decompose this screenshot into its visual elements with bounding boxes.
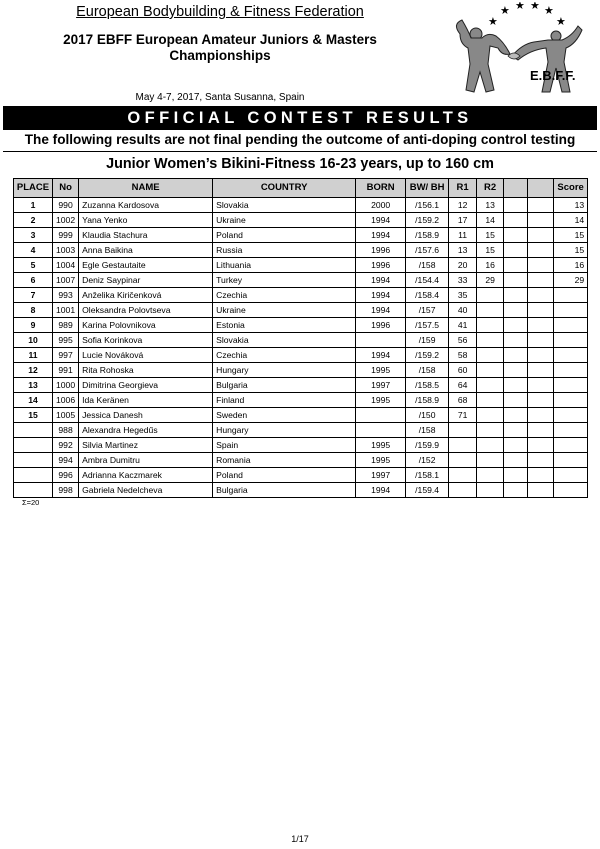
cell-name: Adrianna Kaczmarek bbox=[79, 468, 213, 483]
cell-country: Poland bbox=[213, 228, 356, 243]
cell-score bbox=[554, 333, 588, 348]
cell-extra2 bbox=[528, 483, 554, 498]
championship-title-line2: Championships bbox=[169, 48, 271, 63]
cell-r1: 11 bbox=[449, 228, 477, 243]
cell-bwbh: /159 bbox=[406, 333, 449, 348]
cell-extra1 bbox=[504, 273, 528, 288]
cell-score bbox=[554, 393, 588, 408]
cell-country: Ukraine bbox=[213, 213, 356, 228]
table-row bbox=[14, 363, 588, 378]
cell-no: 1000 bbox=[53, 378, 79, 393]
cell-extra2 bbox=[528, 213, 554, 228]
championship-title-line1: 2017 EBFF European Amateur Juniors & Masters bbox=[63, 32, 377, 47]
col-born: BORN bbox=[356, 179, 406, 198]
cell-no: 995 bbox=[53, 333, 79, 348]
cell-r2 bbox=[477, 468, 504, 483]
cell-bwbh: /158.9 bbox=[406, 228, 449, 243]
svg-text:★: ★ bbox=[544, 4, 554, 17]
cell-bwbh: /158 bbox=[406, 363, 449, 378]
col-no: No bbox=[53, 179, 79, 198]
cell-r1: 71 bbox=[449, 408, 477, 423]
table-row bbox=[14, 258, 588, 273]
cell-name: Dimitrina Georgieva bbox=[79, 378, 213, 393]
cell-bwbh: /158.1 bbox=[406, 468, 449, 483]
logo-text: E.B.F.F. bbox=[530, 68, 576, 83]
cell-name: Klaudia Stachura bbox=[79, 228, 213, 243]
cell-extra2 bbox=[528, 303, 554, 318]
cell-bwbh: /157 bbox=[406, 303, 449, 318]
cell-bwbh: /152 bbox=[406, 453, 449, 468]
table-row bbox=[14, 378, 588, 393]
cell-place bbox=[14, 438, 53, 453]
cell-place: 14 bbox=[14, 393, 53, 408]
cell-extra2 bbox=[528, 378, 554, 393]
cell-no: 996 bbox=[53, 468, 79, 483]
cell-bwbh: /157.6 bbox=[406, 243, 449, 258]
cell-extra1 bbox=[504, 198, 528, 213]
cell-name: Jessica Danesh bbox=[79, 408, 213, 423]
cell-extra2 bbox=[528, 318, 554, 333]
cell-name: Rita Rohoska bbox=[79, 363, 213, 378]
cell-country: Russia bbox=[213, 243, 356, 258]
cell-extra1 bbox=[504, 378, 528, 393]
svg-text:★: ★ bbox=[500, 4, 510, 17]
cell-r2 bbox=[477, 318, 504, 333]
cell-place: 10 bbox=[14, 333, 53, 348]
table-row bbox=[14, 273, 588, 288]
cell-country: Slovakia bbox=[213, 333, 356, 348]
cell-bwbh: /150 bbox=[406, 408, 449, 423]
cell-country: Sweden bbox=[213, 408, 356, 423]
cell-extra1 bbox=[504, 423, 528, 438]
cell-r2 bbox=[477, 363, 504, 378]
cell-country: Hungary bbox=[213, 363, 356, 378]
col-score: Score bbox=[554, 179, 588, 198]
cell-no: 1007 bbox=[53, 273, 79, 288]
cell-country: Ukraine bbox=[213, 303, 356, 318]
cell-extra1 bbox=[504, 468, 528, 483]
cell-place: 9 bbox=[14, 318, 53, 333]
cell-no: 999 bbox=[53, 228, 79, 243]
cell-country: Lithuania bbox=[213, 258, 356, 273]
cell-r2: 15 bbox=[477, 228, 504, 243]
table-row bbox=[14, 318, 588, 333]
cell-place: 6 bbox=[14, 273, 53, 288]
table-row bbox=[14, 243, 588, 258]
cell-extra2 bbox=[528, 258, 554, 273]
cell-r2 bbox=[477, 378, 504, 393]
col-r1: R1 bbox=[449, 179, 477, 198]
cell-name: Alexandra Hegedűs bbox=[79, 423, 213, 438]
cell-score bbox=[554, 468, 588, 483]
cell-born: 1995 bbox=[356, 438, 406, 453]
cell-r2: 13 bbox=[477, 198, 504, 213]
cell-name: Gabriela Nedelcheva bbox=[79, 483, 213, 498]
male-figure-icon bbox=[456, 20, 510, 92]
cell-r1 bbox=[449, 423, 477, 438]
cell-r1: 12 bbox=[449, 198, 477, 213]
cell-r2 bbox=[477, 303, 504, 318]
cell-extra1 bbox=[504, 483, 528, 498]
cell-extra2 bbox=[528, 288, 554, 303]
table-header-row bbox=[14, 179, 588, 198]
cell-no: 989 bbox=[53, 318, 79, 333]
stars-arc bbox=[488, 2, 566, 28]
cell-r1: 40 bbox=[449, 303, 477, 318]
cell-place: 2 bbox=[14, 213, 53, 228]
cell-born: 1996 bbox=[356, 243, 406, 258]
cell-extra1 bbox=[504, 393, 528, 408]
table-row bbox=[14, 453, 588, 468]
cell-name: Lucie Nováková bbox=[79, 348, 213, 363]
cell-name: Ambra Dumitru bbox=[79, 453, 213, 468]
page-number: 1/17 bbox=[291, 834, 309, 844]
cell-country: Romania bbox=[213, 453, 356, 468]
cell-bwbh: /158 bbox=[406, 423, 449, 438]
cell-bwbh: /159.9 bbox=[406, 438, 449, 453]
cell-no: 991 bbox=[53, 363, 79, 378]
cell-extra1 bbox=[504, 258, 528, 273]
cell-score bbox=[554, 483, 588, 498]
cell-bwbh: /158.4 bbox=[406, 288, 449, 303]
cell-name: Oleksandra Polovtseva bbox=[79, 303, 213, 318]
cell-no: 1001 bbox=[53, 303, 79, 318]
official-results-banner: OFFICIAL CONTEST RESULTS bbox=[3, 106, 597, 130]
cell-extra2 bbox=[528, 198, 554, 213]
cell-r2 bbox=[477, 408, 504, 423]
cell-name: Yana Yenko bbox=[79, 213, 213, 228]
cell-born: 1994 bbox=[356, 483, 406, 498]
cell-bwbh: /154.4 bbox=[406, 273, 449, 288]
col-extra2 bbox=[528, 179, 554, 198]
cell-extra2 bbox=[528, 468, 554, 483]
cell-country: Turkey bbox=[213, 273, 356, 288]
table-row bbox=[14, 333, 588, 348]
cell-r2: 29 bbox=[477, 273, 504, 288]
cell-country: Bulgaria bbox=[213, 378, 356, 393]
cell-extra2 bbox=[528, 363, 554, 378]
cell-r2 bbox=[477, 423, 504, 438]
cell-extra2 bbox=[528, 348, 554, 363]
cell-extra2 bbox=[528, 423, 554, 438]
cell-extra1 bbox=[504, 228, 528, 243]
cell-place: 12 bbox=[14, 363, 53, 378]
cell-extra1 bbox=[504, 318, 528, 333]
cell-extra1 bbox=[504, 438, 528, 453]
cell-bwbh: /158 bbox=[406, 258, 449, 273]
cell-born: 1994 bbox=[356, 303, 406, 318]
cell-no: 990 bbox=[53, 198, 79, 213]
cell-r1: 56 bbox=[449, 333, 477, 348]
cell-r1: 41 bbox=[449, 318, 477, 333]
cell-no: 1003 bbox=[53, 243, 79, 258]
ebff-logo bbox=[438, 2, 588, 100]
cell-no: 988 bbox=[53, 423, 79, 438]
cell-score bbox=[554, 318, 588, 333]
cell-score: 14 bbox=[554, 213, 588, 228]
table-row bbox=[14, 483, 588, 498]
cell-r1: 33 bbox=[449, 273, 477, 288]
cell-r2 bbox=[477, 438, 504, 453]
table-row bbox=[14, 468, 588, 483]
cell-no: 1002 bbox=[53, 213, 79, 228]
cell-r2 bbox=[477, 348, 504, 363]
cell-bwbh: /157.5 bbox=[406, 318, 449, 333]
col-name: NAME bbox=[79, 179, 213, 198]
cell-country: Bulgaria bbox=[213, 483, 356, 498]
cell-name: Ida Keränen bbox=[79, 393, 213, 408]
col-extra1 bbox=[504, 179, 528, 198]
cell-country: Czechia bbox=[213, 348, 356, 363]
cell-place: 7 bbox=[14, 288, 53, 303]
cell-place: 1 bbox=[14, 198, 53, 213]
cell-country: Czechia bbox=[213, 288, 356, 303]
cell-bwbh: /158.5 bbox=[406, 378, 449, 393]
cell-born: 1994 bbox=[356, 348, 406, 363]
cell-name: Karina Polovnikova bbox=[79, 318, 213, 333]
divider bbox=[3, 151, 597, 152]
cell-r2: 14 bbox=[477, 213, 504, 228]
cell-extra2 bbox=[528, 453, 554, 468]
svg-text:★: ★ bbox=[556, 15, 566, 28]
cell-born: 1995 bbox=[356, 363, 406, 378]
competitor-count: Σ=20 bbox=[22, 498, 40, 507]
svg-text:★: ★ bbox=[530, 2, 540, 12]
cell-bwbh: /159.2 bbox=[406, 213, 449, 228]
table-row bbox=[14, 198, 588, 213]
cell-score: 15 bbox=[554, 228, 588, 243]
cell-born: 1994 bbox=[356, 213, 406, 228]
cell-no: 1004 bbox=[53, 258, 79, 273]
cell-no: 993 bbox=[53, 288, 79, 303]
cell-score bbox=[554, 303, 588, 318]
col-country: COUNTRY bbox=[213, 179, 356, 198]
cell-r1 bbox=[449, 438, 477, 453]
cell-born: 1996 bbox=[356, 318, 406, 333]
cell-born: 1995 bbox=[356, 393, 406, 408]
cell-place bbox=[14, 423, 53, 438]
cell-extra1 bbox=[504, 243, 528, 258]
cell-extra1 bbox=[504, 333, 528, 348]
cell-extra1 bbox=[504, 213, 528, 228]
cell-extra2 bbox=[528, 393, 554, 408]
cell-born: 1994 bbox=[356, 228, 406, 243]
cell-extra1 bbox=[504, 363, 528, 378]
cell-score bbox=[554, 423, 588, 438]
col-place: PLACE bbox=[14, 179, 53, 198]
cell-country: Hungary bbox=[213, 423, 356, 438]
cell-extra1 bbox=[504, 288, 528, 303]
cell-r1 bbox=[449, 483, 477, 498]
cell-score: 15 bbox=[554, 243, 588, 258]
table-row bbox=[14, 438, 588, 453]
table-row bbox=[14, 348, 588, 363]
cell-country: Estonia bbox=[213, 318, 356, 333]
cell-no: 994 bbox=[53, 453, 79, 468]
cell-place: 15 bbox=[14, 408, 53, 423]
cell-place bbox=[14, 468, 53, 483]
cell-born bbox=[356, 333, 406, 348]
cell-born: 1994 bbox=[356, 288, 406, 303]
cell-r1: 35 bbox=[449, 288, 477, 303]
cell-r2: 16 bbox=[477, 258, 504, 273]
cell-country: Finland bbox=[213, 393, 356, 408]
cell-score: 29 bbox=[554, 273, 588, 288]
cell-score bbox=[554, 378, 588, 393]
cell-name: Egle Gestautaite bbox=[79, 258, 213, 273]
cell-born: 1997 bbox=[356, 468, 406, 483]
cell-place bbox=[14, 483, 53, 498]
cell-place: 13 bbox=[14, 378, 53, 393]
championship-title bbox=[0, 32, 440, 64]
cell-place: 3 bbox=[14, 228, 53, 243]
svg-text:★: ★ bbox=[488, 15, 498, 28]
cell-r1: 17 bbox=[449, 213, 477, 228]
cell-born bbox=[356, 423, 406, 438]
cell-bwbh: /158.9 bbox=[406, 393, 449, 408]
cell-r1: 60 bbox=[449, 363, 477, 378]
cell-country: Poland bbox=[213, 468, 356, 483]
federation-name: European Bodybuilding & Fitness Federation bbox=[76, 4, 364, 20]
cell-extra2 bbox=[528, 408, 554, 423]
cell-score: 13 bbox=[554, 198, 588, 213]
table-row bbox=[14, 393, 588, 408]
cell-score bbox=[554, 288, 588, 303]
cell-place bbox=[14, 453, 53, 468]
cell-bwbh: /159.4 bbox=[406, 483, 449, 498]
table-row bbox=[14, 213, 588, 228]
cell-extra1 bbox=[504, 303, 528, 318]
cell-name: Sofia Korinkova bbox=[79, 333, 213, 348]
cell-extra2 bbox=[528, 273, 554, 288]
cell-born: 2000 bbox=[356, 198, 406, 213]
cell-no: 997 bbox=[53, 348, 79, 363]
cell-name: Anna Baikina bbox=[79, 243, 213, 258]
cell-name: Anželika Kiričenková bbox=[79, 288, 213, 303]
table-row bbox=[14, 408, 588, 423]
cell-place: 8 bbox=[14, 303, 53, 318]
cell-no: 1005 bbox=[53, 408, 79, 423]
date-location: May 4-7, 2017, Santa Susanna, Spain bbox=[135, 92, 305, 103]
cell-score bbox=[554, 438, 588, 453]
cell-no: 992 bbox=[53, 438, 79, 453]
cell-place: 5 bbox=[14, 258, 53, 273]
cell-name: Silvia Martinez bbox=[79, 438, 213, 453]
cell-score bbox=[554, 453, 588, 468]
cell-r2 bbox=[477, 453, 504, 468]
doping-notice: The following results are not final pending the outcome of anti-doping control testing bbox=[24, 132, 576, 147]
cell-r1 bbox=[449, 468, 477, 483]
table-row bbox=[14, 228, 588, 243]
cell-place: 4 bbox=[14, 243, 53, 258]
cell-r1 bbox=[449, 453, 477, 468]
cell-r2 bbox=[477, 393, 504, 408]
table-row bbox=[14, 423, 588, 438]
cell-r1: 20 bbox=[449, 258, 477, 273]
cell-extra1 bbox=[504, 453, 528, 468]
cell-extra2 bbox=[528, 333, 554, 348]
cell-country: Spain bbox=[213, 438, 356, 453]
svg-text:★: ★ bbox=[515, 2, 525, 12]
cell-born: 1994 bbox=[356, 273, 406, 288]
cell-score: 16 bbox=[554, 258, 588, 273]
cell-score bbox=[554, 363, 588, 378]
col-bwbh: BW/ BH bbox=[406, 179, 449, 198]
cell-country: Slovakia bbox=[213, 198, 356, 213]
cell-r1: 58 bbox=[449, 348, 477, 363]
cell-extra1 bbox=[504, 348, 528, 363]
category-title: Junior Women’s Bikini-Fitness 16-23 years, up to 160 cm bbox=[106, 156, 494, 172]
cell-extra1 bbox=[504, 408, 528, 423]
cell-r2: 15 bbox=[477, 243, 504, 258]
cell-bwbh: /156.1 bbox=[406, 198, 449, 213]
cell-extra2 bbox=[528, 228, 554, 243]
cell-r2 bbox=[477, 288, 504, 303]
cell-r1: 64 bbox=[449, 378, 477, 393]
cell-bwbh: /159.2 bbox=[406, 348, 449, 363]
cell-extra2 bbox=[528, 438, 554, 453]
cell-no: 998 bbox=[53, 483, 79, 498]
cell-r2 bbox=[477, 483, 504, 498]
cell-place: 11 bbox=[14, 348, 53, 363]
cell-born: 1995 bbox=[356, 453, 406, 468]
table-row bbox=[14, 288, 588, 303]
cell-name: Deniz Saypinar bbox=[79, 273, 213, 288]
cell-born bbox=[356, 408, 406, 423]
cell-score bbox=[554, 408, 588, 423]
cell-score bbox=[554, 348, 588, 363]
cell-r1: 13 bbox=[449, 243, 477, 258]
cell-r2 bbox=[477, 333, 504, 348]
cell-no: 1006 bbox=[53, 393, 79, 408]
cell-born: 1997 bbox=[356, 378, 406, 393]
cell-r1: 68 bbox=[449, 393, 477, 408]
cell-extra2 bbox=[528, 243, 554, 258]
table-row bbox=[14, 303, 588, 318]
results-table bbox=[13, 178, 588, 498]
cell-born: 1996 bbox=[356, 258, 406, 273]
cell-name: Zuzanna Kardosova bbox=[79, 198, 213, 213]
col-r2: R2 bbox=[477, 179, 504, 198]
